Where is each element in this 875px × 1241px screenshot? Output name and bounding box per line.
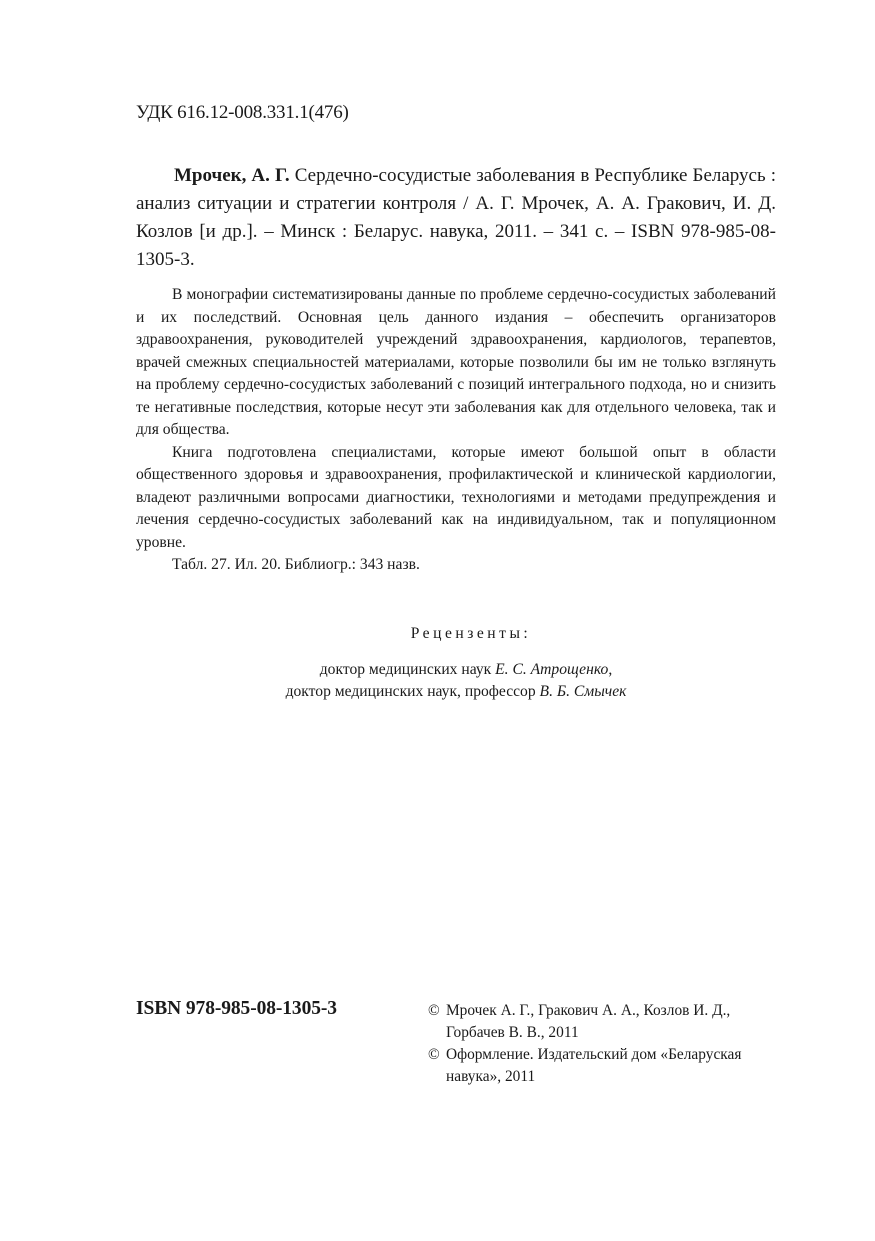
bibliographic-record — [136, 162, 776, 274]
copyright-authors-text: Мрочек А. Г., Гракович А. А., Козлов И. Д., Горбачев В. В., 2011 — [446, 1002, 731, 1041]
reviewer-2-degree: доктор медицинских наук, профессор — [285, 683, 540, 700]
copyright-block — [428, 1000, 778, 1088]
abstract — [136, 284, 776, 577]
reviewer-1-separator: , — [608, 661, 613, 678]
reviewer-2-name: В. Б. Смычек — [539, 683, 627, 700]
abstract-stats: Табл. 27. Ил. 20. Библиогр.: 343 назв. — [172, 556, 420, 573]
reviewer-2 — [136, 683, 776, 701]
copyright-design-text: Оформление. Издательский дом «Беларуская навука», 2011 — [446, 1046, 742, 1085]
udk-code: УДК 616.12-008.331.1(476) — [136, 102, 349, 123]
bibliographic-description: Сердечно-сосудистые заболевания в Республике Беларусь : анализ ситуации и стратегии контроля / А. Г. Мрочек, А. А. Гракович, И. Д. Козлов [и др.]. – Минск : Беларус. навука, 2011. – 341 с. – ISBN 978-985-08-1305-3. — [136, 165, 776, 270]
abstract-paragraph-1: В монографии систематизированы данные по проблеме сердечно-сосудистых заболеваний и их последствий. Основная цель данного издания – обеспечить организаторов здравоохранения, руководителей учреждений здравоохранения, кардиологов, терапевтов, врачей смежных специальностей материалами, которые позволили бы им не только взглянуть на проблему сердечно-сосудистых заболеваний с позиций интегрального подхода, но и снизить те негативные последствия, которые несут эти заболевания как для отдельного человека, так и для общества. — [136, 286, 776, 438]
copyright-entry-design — [428, 1044, 778, 1088]
copyright-entry-authors — [428, 1000, 778, 1044]
copyright-symbol: © — [428, 1046, 440, 1063]
reviewer-1-name: Е. С. Атрощенко — [495, 661, 609, 678]
reviewer-1 — [136, 661, 776, 679]
copyright-symbol: © — [428, 1002, 440, 1019]
reviewer-1-degree: доктор медицинских наук — [319, 661, 496, 678]
reviewers-heading: Рецензенты: — [410, 625, 532, 642]
isbn-number: ISBN 978-985-08-1305-3 — [136, 998, 337, 1019]
author-name: Мрочек, А. Г. — [174, 165, 290, 186]
abstract-paragraph-2: Книга подготовлена специалистами, которые имеют большой опыт в области общественного здоровья и здравоохранения, профилактической и клинической кардиологии, владеют различными вопросами диагностики, технологиями и методами предупреждения и лечения сердечно-сосудистых заболеваний как на индивидуальном, так и популяционном уровне. — [136, 443, 776, 551]
